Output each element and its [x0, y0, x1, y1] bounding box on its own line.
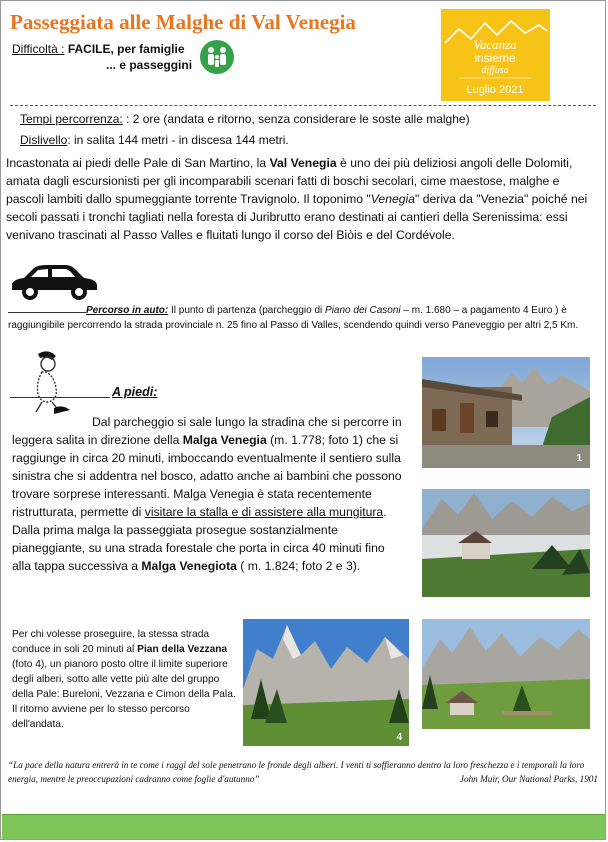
cont-bold: Pian della Vezzana — [137, 644, 228, 655]
piedi-bold: Malga Venegia — [182, 433, 267, 447]
cont-text: (foto 4), un pianoro posto oltre il limite superiore degli alberi, sotto alle vette più alte del gruppo della Pale: Bureloni, Vezzana e Cimon della Pala. Il ritorno avviene per lo stesso percorso dell'andata. — [12, 659, 236, 730]
piedi-heading: A piedi: — [112, 385, 158, 399]
photo-malga-meadow — [422, 619, 590, 729]
car-icon — [8, 262, 100, 302]
auto-paragraph — [8, 303, 598, 333]
difficulty-value-2: ... e passeggini — [106, 58, 193, 72]
family-icon — [200, 40, 234, 74]
piedi-leader-line — [10, 397, 110, 398]
dislivello-value: : in salita 144 metri - in discesa 144 metri. — [67, 133, 289, 147]
logo-line3: diffusa — [481, 65, 509, 76]
piedi-text: . Dalla prima malga la passeggiata prosegue sostanzialmente pianeggiante, su una strada forestale che porta in circa 40 minuti fino alla tappa successiva a — [12, 505, 387, 573]
photo-malga-venegiota — [422, 489, 590, 597]
auto-italic: Piano dei Casoni — [325, 305, 401, 316]
auto-text: Il punto di partenza (parcheggio di — [168, 305, 326, 316]
piedi-text: ( m. 1.824; foto 2 e 3). — [236, 559, 361, 573]
photo-number: 4 — [396, 732, 402, 743]
photo-pian-della-vezzana — [243, 619, 409, 746]
logo-line2: insieme — [474, 51, 516, 65]
piedi-underline: visitare la stalla e di assistere alla mungitura — [144, 505, 384, 519]
intro-paragraph — [6, 154, 596, 244]
tempi-value: : 2 ore (andata e ritorno, senza considerare le soste alle malghe) — [122, 112, 470, 126]
intro-text: è uno dei più deliziosi angoli delle Dolomiti, amata dagli escursionisti per gli incomparabili scenari fatti di boschi secolari, cime maestose, malghe e pascoli lambiti dallo spumeggiante torrente Travignolo. Il toponimo " — [6, 156, 573, 206]
auto-leader-line — [8, 312, 86, 313]
page-title: Passeggiata alle Malghe di Val Venegia — [10, 10, 356, 34]
piedi-text: Dal parcheggio si sale lungo la stradina che si percorre in leggera salita in direzione della — [12, 415, 402, 447]
photo-number: 1 — [576, 453, 582, 464]
dislivello-label: Dislivello — [20, 133, 68, 147]
tempi-label: Tempi percorrenza: — [20, 112, 123, 126]
intro-text: " deriva da "Venezia" poiché nei secoli passati i tronchi tagliati nella foresta di Juribrutto erano destinati ai cantieri della Serenissima: essi venivano trascinati al Passo Valles e fluitati lungo il corso del Biòis e del Cordévole. — [6, 192, 588, 242]
auto-text: – m. 1.680 – a pagamento 4 Euro ) è raggiungibile percorrendo la strada provinciale n. 25 fino al Passo di Valles, scendendo quindi verso Paneveggio per altri 2,5 Km. — [8, 305, 579, 331]
muir-quote — [8, 758, 598, 786]
difficulty-value: FACILE, per famiglie — [67, 42, 185, 56]
dislivello-row — [20, 133, 289, 147]
logo-line1: Vacanza — [473, 37, 517, 52]
divider — [10, 105, 596, 106]
proseguire-paragraph — [12, 627, 240, 732]
auto-heading: Percorso in auto: — [86, 305, 169, 316]
difficulty-label: Difficoltà : — [12, 42, 65, 56]
quote-text: “La pace della natura entrerà in te come i raggi del sole penetrano le fronde degli alberi. I venti ti soffieranno dentro la loro freschezza e i temporali la loro energia, mentre le preoccupazioni cadranno come foglie d'autunno” — [8, 760, 585, 784]
cont-text: Per chi volesse proseguire, la stessa strada conduce in soli 20 minuti al — [12, 629, 210, 655]
walker-illustration — [20, 348, 72, 416]
vacanza-insieme-logo — [441, 9, 550, 101]
photo-malga-venegia — [422, 357, 590, 468]
footer-bar — [2, 814, 606, 839]
tempi-row — [20, 112, 470, 126]
piedi-text: (m. 1.778; foto 1) che si raggiunge in circa 20 minuti, imboccando eventualmente il sentiero sulla sinistra che si addentra nel bosco, adatto anche ai bambini che possono trovare sorprese interessanti. Malga Venegia è stata recentemente ristrutturata, permette di — [12, 433, 402, 519]
difficulty — [12, 42, 185, 56]
intro-text: Incastonata ai piedi delle Pale di San Martino, la — [6, 156, 270, 170]
logo-line4: Luglio 2021 — [466, 84, 524, 96]
intro-italic: Venegia — [370, 192, 416, 206]
piedi-bold: Malga Venegiota — [141, 559, 237, 573]
quote-author: John Muir, Our National Parks, 1901 — [459, 774, 598, 784]
intro-bold: Val Venegia — [269, 156, 337, 170]
piedi-paragraph — [12, 413, 404, 575]
